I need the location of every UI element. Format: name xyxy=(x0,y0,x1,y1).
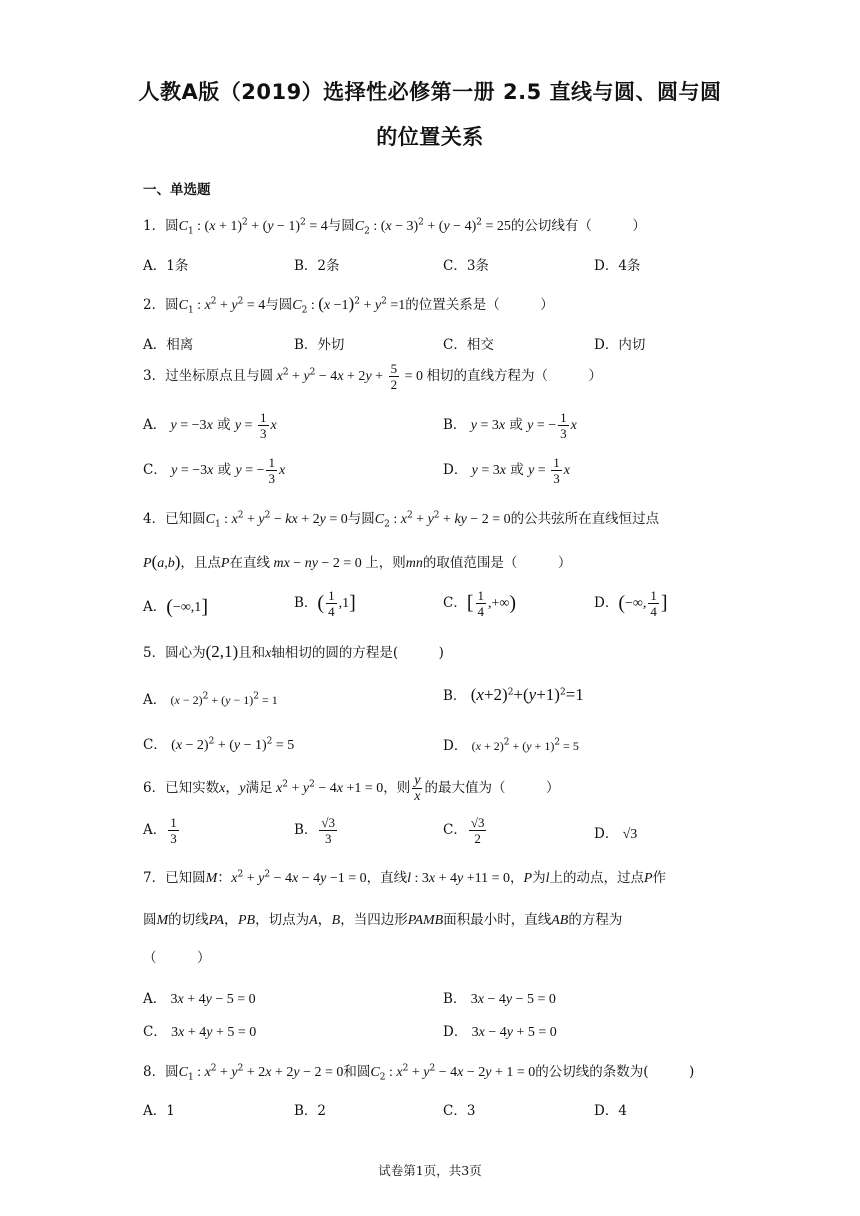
question-8: 8．圆$C_1$ : $x^2 + y^2 + 2x + 2y - 2 = 0$和圆$C_2$ : $x^2 + y^2 - 4x - 2y + 1 = 0$的公切线的条数为( ) xyxy=(143,1063,695,1083)
q6-option-c[interactable]: C． $\frac{√3}{2}$ xyxy=(443,815,485,846)
q5-option-b[interactable]: B． $(x+2)^2+(y+1)^2=1$ xyxy=(443,685,584,704)
q6-option-d[interactable]: D． √3 xyxy=(594,826,638,842)
q5-option-a[interactable]: A． $(x - 2)^2 + (y - 1)^2 = 1$ xyxy=(143,691,278,708)
q5-option-c[interactable]: C． $(x - 2)^2 + (y - 1)^2 = 5$ xyxy=(143,736,295,753)
question-7: 7．已知圆M：$x^2 + y^2 - 4x - 4y -1 = 0$，直线l : 3x + 4y +11 = 0，P为l上的动点，过点P作 xyxy=(143,869,667,886)
q1-option-b[interactable]: B．2条 xyxy=(294,258,340,274)
q7-option-d[interactable]: D． 3x − 4y + 5 = 0 xyxy=(443,1024,557,1040)
q5-option-d[interactable]: D． $(x + 2)^2 + (y + 1)^2 = 5$ xyxy=(443,737,579,754)
q1-option-d[interactable]: D．4条 xyxy=(594,258,641,274)
q2-option-d[interactable]: D．内切 xyxy=(594,337,646,353)
question-1: 1．圆$C_1$ : $(x + 1)^2 + (y - 1)^2 = 4$与圆$C_2$ : $(x - 3)^2 + (y - 4)^2 = 25$的公切线有（ ） xyxy=(143,217,646,237)
q4-option-b[interactable]: B．( $\frac{1}{4}$ ,1] xyxy=(294,588,356,619)
q4-option-c[interactable]: C．[ $\frac{1}{4}$ ,+∞) xyxy=(443,588,517,619)
question-4-line2: P(a,b)，且点P在直线 mx − ny − 2 = 0 上，则mn的取值范围是（ ） xyxy=(143,552,572,571)
q8-option-c[interactable]: C．3 xyxy=(443,1103,476,1119)
question-6: 6．已知实数x，y满足 $x^2 + y^2 - 4x +1 = 0$，则 $\frac{y}{x}$ 的最大值为（ ） xyxy=(143,773,560,804)
q3-option-c[interactable]: C． y = −3x 或 y = − $\frac{1}{3}$ x xyxy=(143,455,286,486)
q1-option-c[interactable]: C．3条 xyxy=(443,258,489,274)
q6-option-a[interactable]: A． $\frac{1}{3}$ xyxy=(143,815,177,846)
q7-option-a[interactable]: A． 3x + 4y − 5 = 0 xyxy=(143,991,256,1007)
question-3: 3．过坐标原点且与圆 $x^2 + y^2 - 4x + 2y$ + $\frac{5}{2}$ = 0 相切的直线方程为（ ） xyxy=(143,361,602,392)
q2-option-a[interactable]: A．相离 xyxy=(143,337,194,353)
question-7-line2: 圆M的切线PA，PB，切点为A，B，当四边形PAMB面积最小时，直线AB的方程为 xyxy=(143,912,623,928)
page-title-line1: 人教A版（2019）选择性必修第一册 2.5 直线与圆、圆与圆 xyxy=(138,80,722,104)
q7-option-b[interactable]: B． 3x − 4y − 5 = 0 xyxy=(443,991,556,1007)
page-footer: 试卷第1页，共3页 xyxy=(378,1163,482,1178)
q7-option-c[interactable]: C． 3x + 4y + 5 = 0 xyxy=(143,1024,257,1040)
q2-option-b[interactable]: B．外切 xyxy=(294,337,345,353)
q8-option-b[interactable]: B．2 xyxy=(294,1103,327,1119)
q4-option-a[interactable]: A．(−∞,1] xyxy=(143,596,208,618)
q1-option-a[interactable]: A．1条 xyxy=(143,258,189,274)
q3-option-b[interactable]: B． y = 3x 或 y = − $\frac{1}{3}$ x xyxy=(443,410,577,441)
q6-option-b[interactable]: B． $\frac{√3}{3}$ xyxy=(294,815,336,846)
section-heading: 一、单选题 xyxy=(143,182,211,198)
q4-option-d[interactable]: D．(−∞, $\frac{1}{4}$ ] xyxy=(594,588,668,619)
question-2: 2．圆$C_1$ : $x^2 + y^2 = 4$与圆$C_2$ : $(x -1)^2 + y^2 =1$的位置关系是（ ） xyxy=(143,294,554,316)
q3-option-d[interactable]: D． y = 3x 或 y = $\frac{1}{3}$ x xyxy=(443,455,570,486)
question-5: 5．圆心为(2,1)且和x轴相切的圆的方程是( ) xyxy=(143,642,444,661)
q2-option-c[interactable]: C．相交 xyxy=(443,337,494,353)
question-4: 4．已知圆$C_1$ : $x^2 + y^2$ − kx + 2y = 0与圆$C_2$ : $x^2 + y^2$ + ky − 2 = 0的公共弦所在直线恒过点 xyxy=(143,510,660,530)
q8-option-d[interactable]: D．4 xyxy=(594,1103,627,1119)
page-title-line2: 的位置关系 xyxy=(376,125,484,149)
question-7-line3: （ ） xyxy=(143,950,211,966)
q8-option-a[interactable]: A．1 xyxy=(143,1103,175,1119)
q3-option-a[interactable]: A． y = −3x 或 y = $\frac{1}{3}$ x xyxy=(143,410,277,441)
